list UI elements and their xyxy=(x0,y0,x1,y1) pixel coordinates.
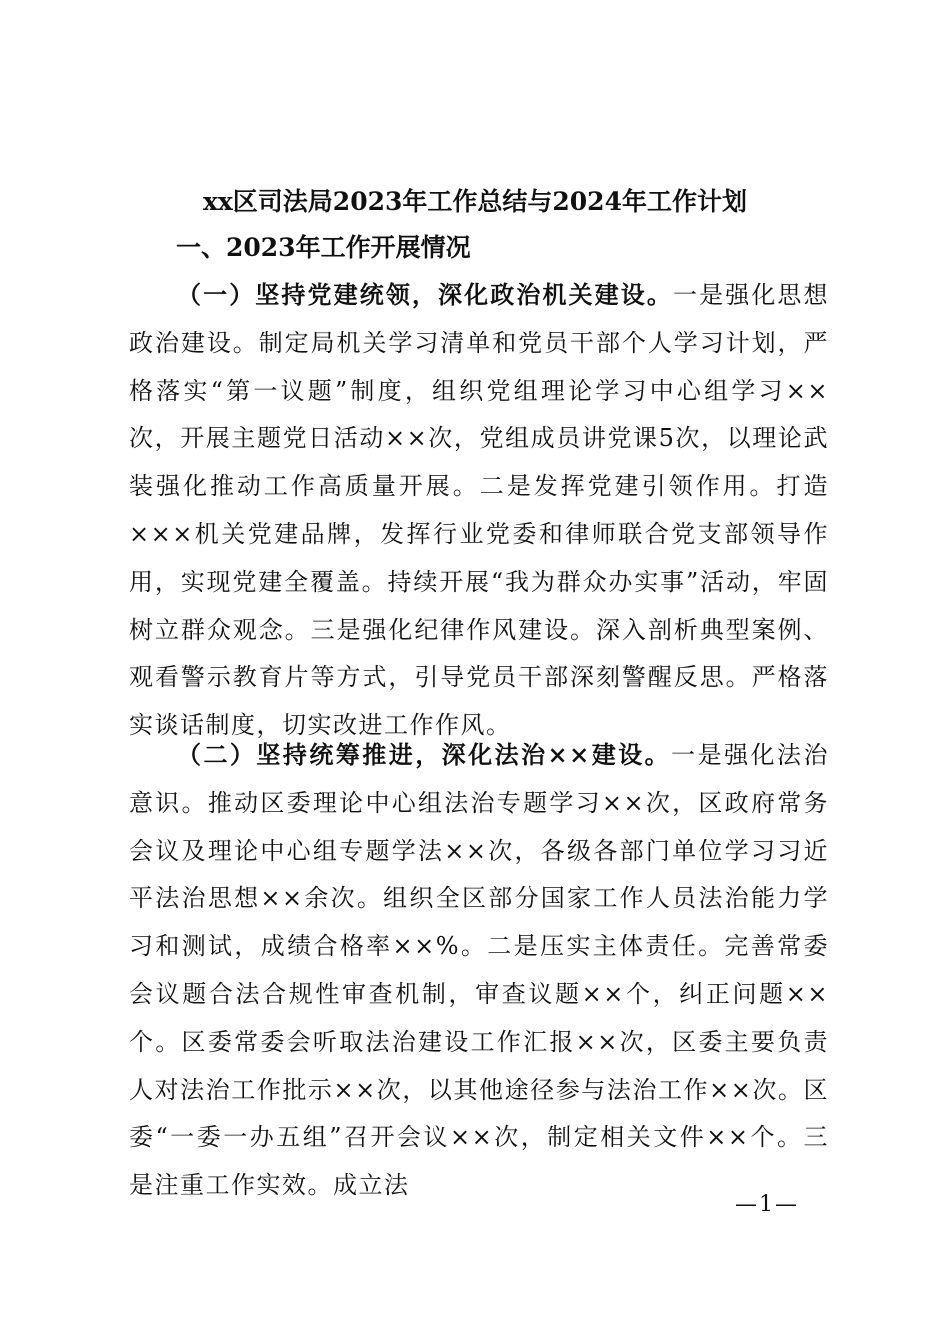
paragraph-body: 一是强化思想政治建设。制定局机关学习清单和党员干部个人学习计划，严格落实“第一议题”制度，组织党组理论学习中心组学习××次，开展主题党日活动××次，党组成员讲党课5次，以理论武装强化推动工作高质量开展。二是发挥党建引领作用。打造×××机关党建品牌，发挥行业党委和律师联合党支部领导作用，实现党建全覆盖。持续开展“我为群众办实事”活动，牢固树立群众观念。三是强化纪律作风建设。深入剖析典型案例、观看警示教育片等方式，引导党员干部深刻警醒反思。严格落实谈话制度，切实改进工作作风。 xyxy=(129,281,830,740)
page-number: —1— xyxy=(735,1192,799,1217)
paragraph-body: 一是强化法治意识。推动区委理论中心组法治专题学习××次，区政府常务会议及理论中心组专题学法××次，各级各部门单位学习习近平法治思想××余次。组织全区部分国家工作人员法治能力学习和测试，成绩合格率××%。二是压实主体责任。完善常委会议题合法合规性审查机制，审查议题××个，纠正问题××个。区委常委会听取法治建设工作汇报××次，区委主要负责人对法治工作批示××次，以其他途径参与法治工作××次。区委“一委一办五组”召开会议××次，制定相关文件××个。三是注重工作实效。成立法 xyxy=(129,741,829,1200)
document-title: xx区司法局2023年工作总结与2024年工作计划 xyxy=(203,187,747,216)
paragraph-party-building xyxy=(129,271,829,750)
section-heading: 一、2023年工作开展情况 xyxy=(176,233,471,262)
paragraph-lead: （二）坚持统筹推进，深化法治××建设。 xyxy=(177,740,672,769)
paragraph-lead: （一）坚持党建统领，深化政治机关建设。 xyxy=(177,280,673,309)
paragraph-rule-of-law xyxy=(129,731,829,1210)
